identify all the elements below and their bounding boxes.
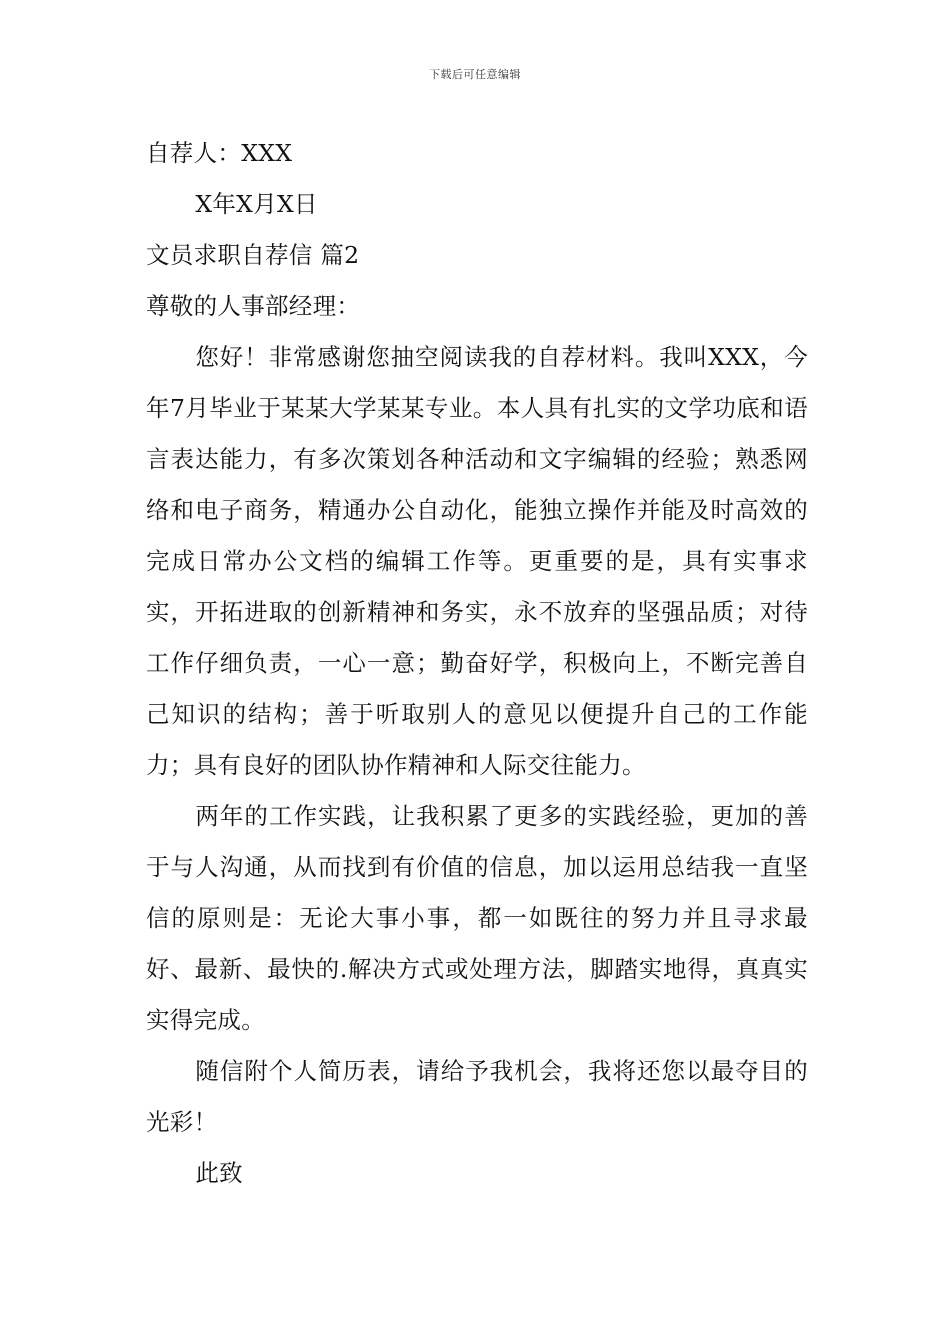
date-line: X年X月X日 [195,190,318,218]
paragraph-intro: 您好！非常感谢您抽空阅读我的自荐材料。我叫XXX，今年7月毕业于某某大学某某专业。本人具有扎实的文学功底和语言表达能力，有多次策划各种活动和文字编辑的经验；熟悉网络和电子商务，精通办公自动化，能独立操作并能及时高效的完成日常办公文档的编辑工作等。更重要的是，具有实事求实，开拓进取的创新精神和务实，永不放弃的坚强品质；对待工作仔细负责，一心一意；勤奋好学，积极向上，不断完善自己知识的结构；善于听取别人的意见以便提升自己的工作能力；具有良好的团队协作精神和人际交往能力。 [146,343,808,779]
signer-line: 自荐人：XXX [146,139,293,167]
salutation: 尊敬的人事部经理： [146,292,361,320]
letter-body [146,128,808,1199]
paragraph-experience: 两年的工作实践，让我积累了更多的实践经验，更加的善于与人沟通，从而找到有价值的信息，加以运用总结我一直坚信的原则是：无论大事小事，都一如既往的努力并且寻求最好、最新、最快的.解决方式或处理方法，脚踏实地得，真真实实得完成。 [146,802,808,1034]
letter-title: 文员求职自荐信 篇2 [146,241,360,269]
page-header-note: 下载后可任意编辑 [429,68,521,81]
paragraph-request: 随信附个人简历表，请给予我机会，我将还您以最夺目的光彩！ [146,1057,808,1136]
closing-line: 此致 [195,1159,243,1187]
